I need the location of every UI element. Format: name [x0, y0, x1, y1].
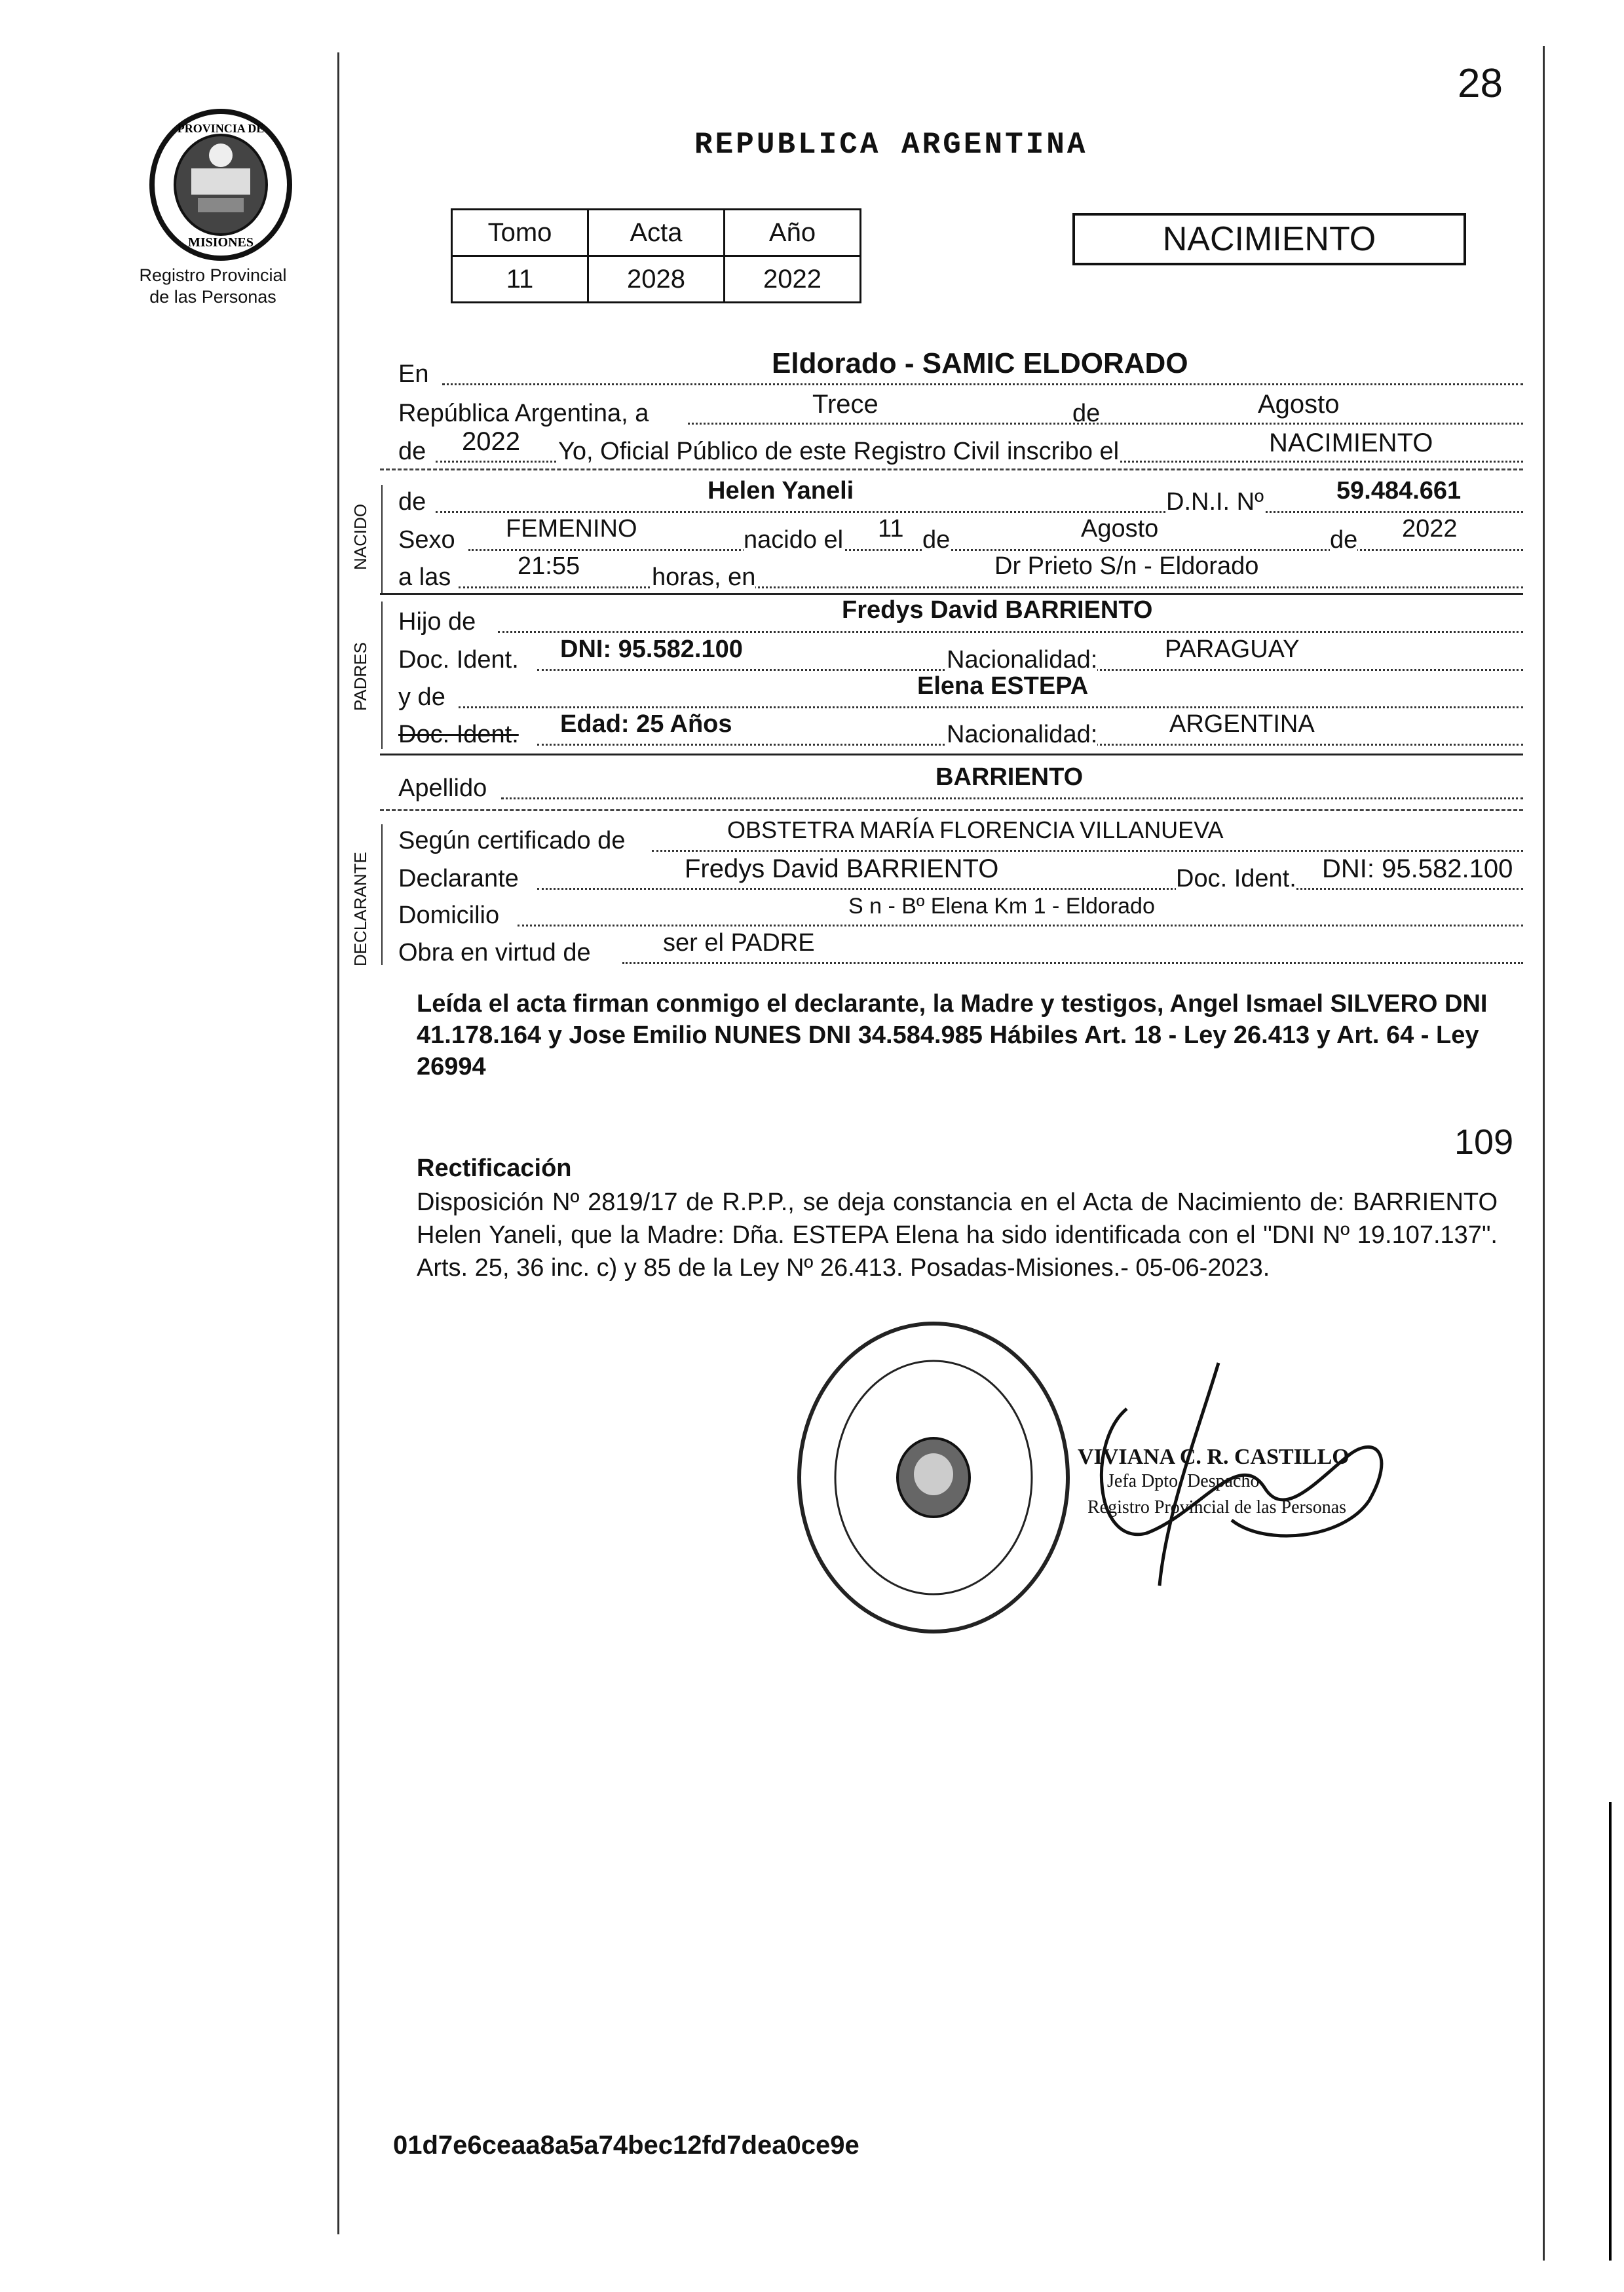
nacido-hora: 21:55: [518, 552, 580, 580]
declarante-label: Declarante: [398, 865, 519, 892]
province-seal: [145, 106, 296, 263]
declarante-bracket: [381, 824, 383, 965]
rectification-body: Disposición Nº 2819/17 de R.P.P., se deja constancia en el Acta de Nacimiento de: BARRIENTO Helen Yaneli, que la Madre: Dña. ESTEPA Elena ha sido identificada con el "DNI Nº 19.107.137". Arts. 25, 36 inc. c) y 85 de la Ley Nº 26.413. Posadas-Misiones.- 05-06-2023.: [417, 1189, 1498, 1282]
alas-label: a las: [398, 563, 451, 591]
padre-nombre: Fredys David BARRIENTO: [842, 596, 1153, 624]
padre-nac-label: Nacionalidad:: [947, 646, 1098, 674]
de-label: de: [1072, 400, 1101, 427]
rectification-number: 109: [1454, 1122, 1514, 1162]
value-tomo: 11: [452, 256, 588, 303]
padre-doc: DNI: 95.582.100: [560, 636, 743, 663]
section-label-padres: PADRES: [350, 642, 370, 711]
right-margin-line: [1543, 46, 1545, 2261]
nacido-dots-3: [459, 586, 1523, 588]
nacido-dni: 59.484.661: [1336, 477, 1462, 505]
value-acta: 2028: [588, 256, 725, 303]
nacido-mes: Agosto: [1081, 515, 1159, 543]
nacido-nombre: Helen Yaneli: [708, 477, 854, 505]
separator-2: [380, 593, 1523, 595]
svg-text:PROVINCIA DE: PROVINCIA DE: [177, 122, 265, 135]
madre-nacionalidad: ARGENTINA: [1169, 710, 1315, 738]
en-label: En: [398, 360, 429, 388]
decl-dots-4: [622, 962, 1523, 964]
mes-value: Agosto: [1258, 390, 1340, 419]
left-margin-line: [337, 52, 339, 2234]
svg-text:MISIONES: MISIONES: [187, 235, 254, 250]
decl-dots-1: [652, 850, 1523, 852]
madre-nombre: Elena ESTEPA: [917, 672, 1089, 700]
padres-dots-1: [498, 631, 1523, 633]
madre-edad: Edad: 25 Años: [560, 710, 732, 738]
header-acta: Acta: [588, 210, 725, 256]
signature-name: VIVIANA C. R. CASTILLO: [1078, 1445, 1350, 1469]
page-number: 28: [1458, 61, 1503, 106]
signature-role: Jefa Dpto. Despacho: [1107, 1471, 1260, 1491]
nacido-anio: 2022: [1402, 515, 1458, 543]
declarante-doc-label: Doc. Ident.: [1176, 865, 1296, 892]
dia-value: Trece: [812, 390, 878, 419]
separator-1: [380, 468, 1523, 472]
nacido-de-label-2: de: [922, 526, 951, 554]
obra-value: ser el PADRE: [663, 929, 815, 957]
doc-type-box: NACIMIENTO: [1072, 213, 1466, 265]
section-label-declarante: DECLARANTE: [350, 852, 370, 966]
republica-dots: [688, 423, 1523, 425]
value-anio: 2022: [725, 256, 861, 303]
domicilio-value: S n - Bº Elena Km 1 - Eldorado: [848, 894, 1155, 919]
declarante-value: Fredys David BARRIENTO: [685, 854, 999, 883]
hijo-de-label: Hijo de: [398, 608, 476, 636]
nacido-el-label: nacido el: [744, 526, 844, 554]
sexo-value: FEMENINO: [506, 515, 637, 543]
nacido-de-label-3: de: [1330, 526, 1358, 554]
page-title: REPUBLICA ARGENTINA: [694, 128, 1088, 162]
document-hash: 01d7e6ceaa8a5a74bec12fd7dea0ce9e: [393, 2131, 859, 2160]
section-label-nacido: NACIDO: [350, 503, 370, 570]
nacido-lugar: Dr Prieto S/n - Eldorado: [994, 552, 1259, 580]
signing-paragraph: Leída el acta firman conmigo el declarante, la Madre y testigos, Angel Ismael SILVERO DNI 41.178.164 y Jose Emilio NUNES DNI 34.584.985 Hábiles Art. 18 - Ley 26.413 y Art. 64 - Ley 26994: [417, 990, 1488, 1080]
sexo-label: Sexo: [398, 526, 455, 554]
madre-nac-label: Nacionalidad:: [947, 721, 1098, 748]
de2-label: de: [398, 438, 426, 465]
right-edge-line: [1609, 1802, 1612, 2261]
nacido-dots-2: [468, 549, 1523, 551]
signature-office: Registro Provincial de las Personas: [1087, 1497, 1347, 1518]
nacido-bracket: [381, 485, 383, 593]
official-stamp: [789, 1314, 1078, 1641]
padres-bracket: [381, 602, 383, 749]
apellido-label: Apellido: [398, 774, 487, 802]
padres-dots-3: [459, 706, 1523, 708]
record-table: [451, 208, 861, 303]
nacido-dots-1: [436, 511, 1523, 513]
cert-label: Según certificado de: [398, 827, 626, 854]
horas-en-label: horas, en: [652, 563, 756, 591]
domicilio-label: Domicilio: [398, 902, 500, 929]
declarante-doc: DNI: 95.582.100: [1322, 854, 1513, 883]
header-tomo: Tomo: [452, 210, 588, 256]
en-dots: [442, 383, 1523, 385]
apellido-dots: [501, 797, 1523, 799]
registry-name-line1: Registro Provincial: [139, 265, 287, 285]
header-anio: Año: [725, 210, 861, 256]
nacido-de-label: de: [398, 488, 426, 516]
en-value: Eldorado - SAMIC ELDORADO: [772, 347, 1188, 379]
obra-label: Obra en virtud de: [398, 939, 591, 966]
apellido-value: BARRIENTO: [935, 763, 1084, 791]
cert-value: OBSTETRA MARÍA FLORENCIA VILLANUEVA: [727, 816, 1224, 843]
anio-value: 2022: [462, 427, 520, 456]
republica-label: República Argentina, a: [398, 400, 649, 427]
padre-nacionalidad: PARAGUAY: [1165, 636, 1300, 663]
nacido-dia: 11: [878, 515, 904, 543]
madre-doc-label: Doc. Ident.: [398, 721, 519, 748]
registry-name-line2: de las Personas: [149, 287, 276, 307]
rectification-title: Rectificación: [417, 1155, 572, 1182]
inscribo-label: Yo, Oficial Público de este Registro Civil inscribo el: [558, 438, 1120, 465]
padre-doc-label: Doc. Ident.: [398, 646, 519, 674]
decl-dots-3: [518, 925, 1523, 926]
separator-4: [380, 809, 1523, 812]
inscribo-value: NACIMIENTO: [1269, 429, 1433, 457]
separator-3: [380, 754, 1523, 755]
decl-dots-2: [537, 888, 1523, 890]
y-de-label: y de: [398, 683, 445, 711]
nacido-dni-label: D.N.I. Nº: [1166, 488, 1264, 516]
